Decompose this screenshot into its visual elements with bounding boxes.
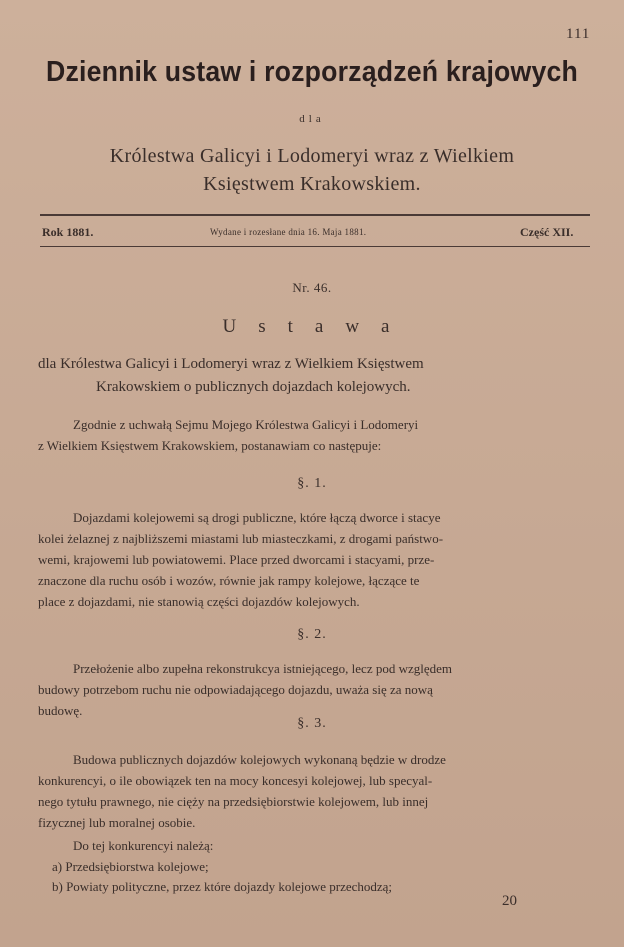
act-title-line2: Krakowskiem o publicznych dojazdach kolejowych. (96, 379, 411, 395)
section-line: place z dojazdami, nie stanowią części dojazdów kolejowych. (38, 594, 360, 609)
section-line: kolei żelaznej z najbliższemi miastami lub miasteczkami, z drogami państwo- (38, 531, 444, 546)
preamble-line2: z Wielkiem Księstwem Krakowskiem, postanawiam co następuje: (38, 438, 382, 453)
journal-subtitle-line1: Królestwa Galicyi i Lodomeryi wraz z Wielkiem (109, 145, 515, 167)
journal-title: Dziennik ustaw i rozporządzeń krajowych (45, 56, 578, 88)
act-heading: Ustawa (222, 316, 412, 337)
section-line: Dojazdami kolejowemi są drogi publiczne, które łączą dworce i stacye (73, 510, 441, 525)
section-line: znaczone dla ruchu osób i wozów, równie jak rampy kolejowe, łączące te (38, 573, 420, 588)
page-number: 111 (566, 26, 591, 42)
journal-dla: dla (299, 113, 325, 125)
act-number: Nr. 46. (292, 280, 332, 295)
section-line: budowę. (38, 703, 83, 718)
header-rule-top (40, 214, 590, 216)
section-line: Budowa publicznych dojazdów kolejowych wykonaną będzie w drodze (73, 752, 446, 767)
section-heading: §. 2. (297, 627, 327, 642)
issue-part: Część XII. (520, 225, 574, 239)
section-line: wemi, krajowemi lub powiatowemi. Place przed dworcami i stacyami, prze- (38, 552, 435, 567)
section-heading: §. 3. (297, 716, 327, 731)
header-rule-bottom (40, 246, 590, 247)
section-line: Przełożenie albo zupełna rekonstrukcya istniejącego, lecz pod względem (73, 661, 453, 676)
section-line: Do tej konkurencyi należą: (73, 838, 214, 853)
issue-year: Rok 1881. (42, 225, 94, 239)
signature-number: 20 (502, 893, 517, 909)
preamble-line1: Zgodnie z uchwałą Sejmu Mojego Królestwa Galicyi i Lodomeryi (73, 417, 419, 432)
issue-date: Wydane i rozesłane dnia 16. Maja 1881. (210, 227, 367, 237)
section-line: konkurencyi, o ile obowiązek ten na mocy koncesyi kolejowej, lub specyal- (38, 773, 433, 788)
journal-subtitle-line2: Księstwem Krakowskiem. (203, 173, 421, 195)
section-line: b) Powiaty polityczne, przez które dojazdy kolejowe przechodzą; (52, 879, 393, 894)
section-line: fizycznej lub moralnej osobie. (38, 815, 196, 830)
section-heading: §. 1. (297, 476, 327, 491)
act-title-line1: dla Królestwa Galicyi i Lodomeryi wraz z Wielkiem Księstwem (38, 356, 424, 372)
section-line: budowy potrzebom ruchu nie odpowiadającego dojazdu, uważa się za nową (38, 682, 433, 697)
section-line: a) Przedsiębiorstwa kolejowe; (52, 859, 209, 874)
section-line: nego tytułu prawnego, nie cięży na przedsiębiorstwie kolejowem, lub innej (38, 794, 429, 809)
